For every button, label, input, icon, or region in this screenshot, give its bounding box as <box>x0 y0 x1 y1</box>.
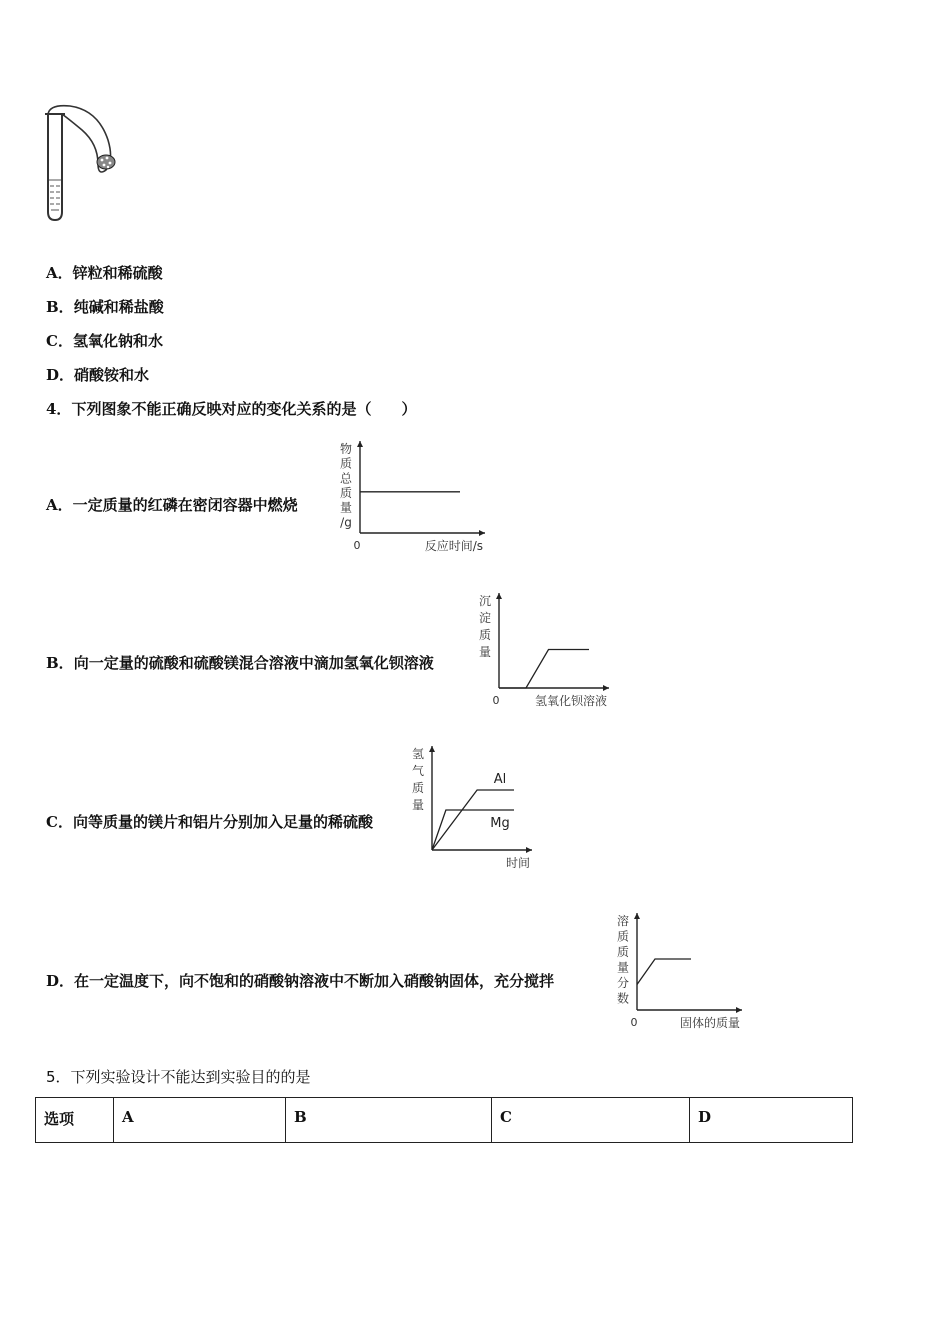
series-label: Mg <box>490 816 510 831</box>
y-axis-label-char: 质 <box>411 781 425 795</box>
y-axis-arrow <box>634 913 640 919</box>
x-axis-label: 反应时间/s <box>424 539 483 553</box>
series-label: Al <box>493 772 507 787</box>
y-axis-label-char: 质 <box>616 945 630 959</box>
q5-options-table <box>35 1097 853 1143</box>
series-line <box>499 650 589 689</box>
q4-option-a: A．一定质量的红磷在密闭容器中燃烧 <box>46 496 298 514</box>
y-axis-label-char: 量 <box>616 960 630 975</box>
y-axis-arrow <box>429 746 435 752</box>
y-axis-label-char: 气 <box>411 764 425 778</box>
x-axis-label: 固体的质量 <box>679 1016 740 1030</box>
q5-stem: 5．下列实验设计不能达到实验目的的是 <box>46 1068 311 1086</box>
x-axis-arrow <box>526 847 532 853</box>
y-axis-label-char: 质 <box>339 456 353 471</box>
q4-option-d: D．在一定温度下，向不饱和的硝酸钠溶液中不断加入硝酸钠固体，充分搅拌 <box>46 972 555 990</box>
q4-option-b: B．向一定量的硫酸和硫酸镁混合溶液中滴加氢氧化钡溶液 <box>46 654 434 672</box>
y-axis-arrow <box>496 593 502 599</box>
origin-label: 0 <box>353 539 361 552</box>
y-axis-label-char: /g <box>340 515 352 530</box>
y-axis-label-char: 质 <box>478 628 492 642</box>
q3-option-c: C．氢氧化钠和水 <box>46 332 163 350</box>
x-axis-label: 氢氧化钡溶液 <box>534 694 607 708</box>
table-header-cell: 选项 <box>36 1098 114 1143</box>
y-axis-label-char: 溶 <box>616 914 630 928</box>
y-axis-label-char: 数 <box>616 991 630 1006</box>
chart-a <box>330 436 483 558</box>
q3-option-a: A．锌粒和稀硫酸 <box>46 264 163 282</box>
q4-option-c: C．向等质量的镁片和铝片分别加入足量的稀硫酸 <box>46 813 373 831</box>
origin-label: 0 <box>630 1016 638 1029</box>
x-axis-arrow <box>603 685 609 691</box>
series-line <box>637 959 691 985</box>
y-axis-arrow <box>357 441 363 447</box>
chart-c <box>410 742 550 877</box>
y-axis-label-char: 量 <box>339 500 353 515</box>
y-axis-label-char: 总 <box>339 471 353 486</box>
x-axis-label: 时间 <box>505 856 530 870</box>
y-axis-label-char: 淀 <box>478 611 492 625</box>
origin-label: 0 <box>492 694 500 707</box>
y-axis-label-char: 质 <box>339 486 353 500</box>
chart-b <box>475 588 607 713</box>
table-row <box>36 1098 853 1143</box>
q3-option-b: B．纯碱和稀盐酸 <box>46 298 164 316</box>
table-header-cell: C <box>492 1098 690 1143</box>
x-axis-arrow <box>736 1007 742 1013</box>
y-axis-label-char: 氢 <box>411 747 425 761</box>
test-tube-apparatus-figure <box>40 100 140 225</box>
y-axis-label-char: 量 <box>478 645 492 659</box>
table-header-cell: B <box>286 1098 492 1143</box>
table-header-cell: A <box>114 1098 286 1143</box>
y-axis-label-char: 沉 <box>478 594 492 608</box>
q3-option-d: D．硝酸铵和水 <box>46 366 150 384</box>
y-axis-label-char: 物 <box>339 442 353 456</box>
table-header-cell: D <box>690 1098 853 1143</box>
q4-stem: 4．下列图象不能正确反映对应的变化关系的是（ ） <box>46 400 417 418</box>
y-axis-label-char: 质 <box>616 929 630 944</box>
chart-d <box>612 905 742 1040</box>
y-axis-label-char: 分 <box>616 976 630 990</box>
y-axis-label-char: 量 <box>411 798 425 812</box>
x-axis-arrow <box>479 530 485 536</box>
